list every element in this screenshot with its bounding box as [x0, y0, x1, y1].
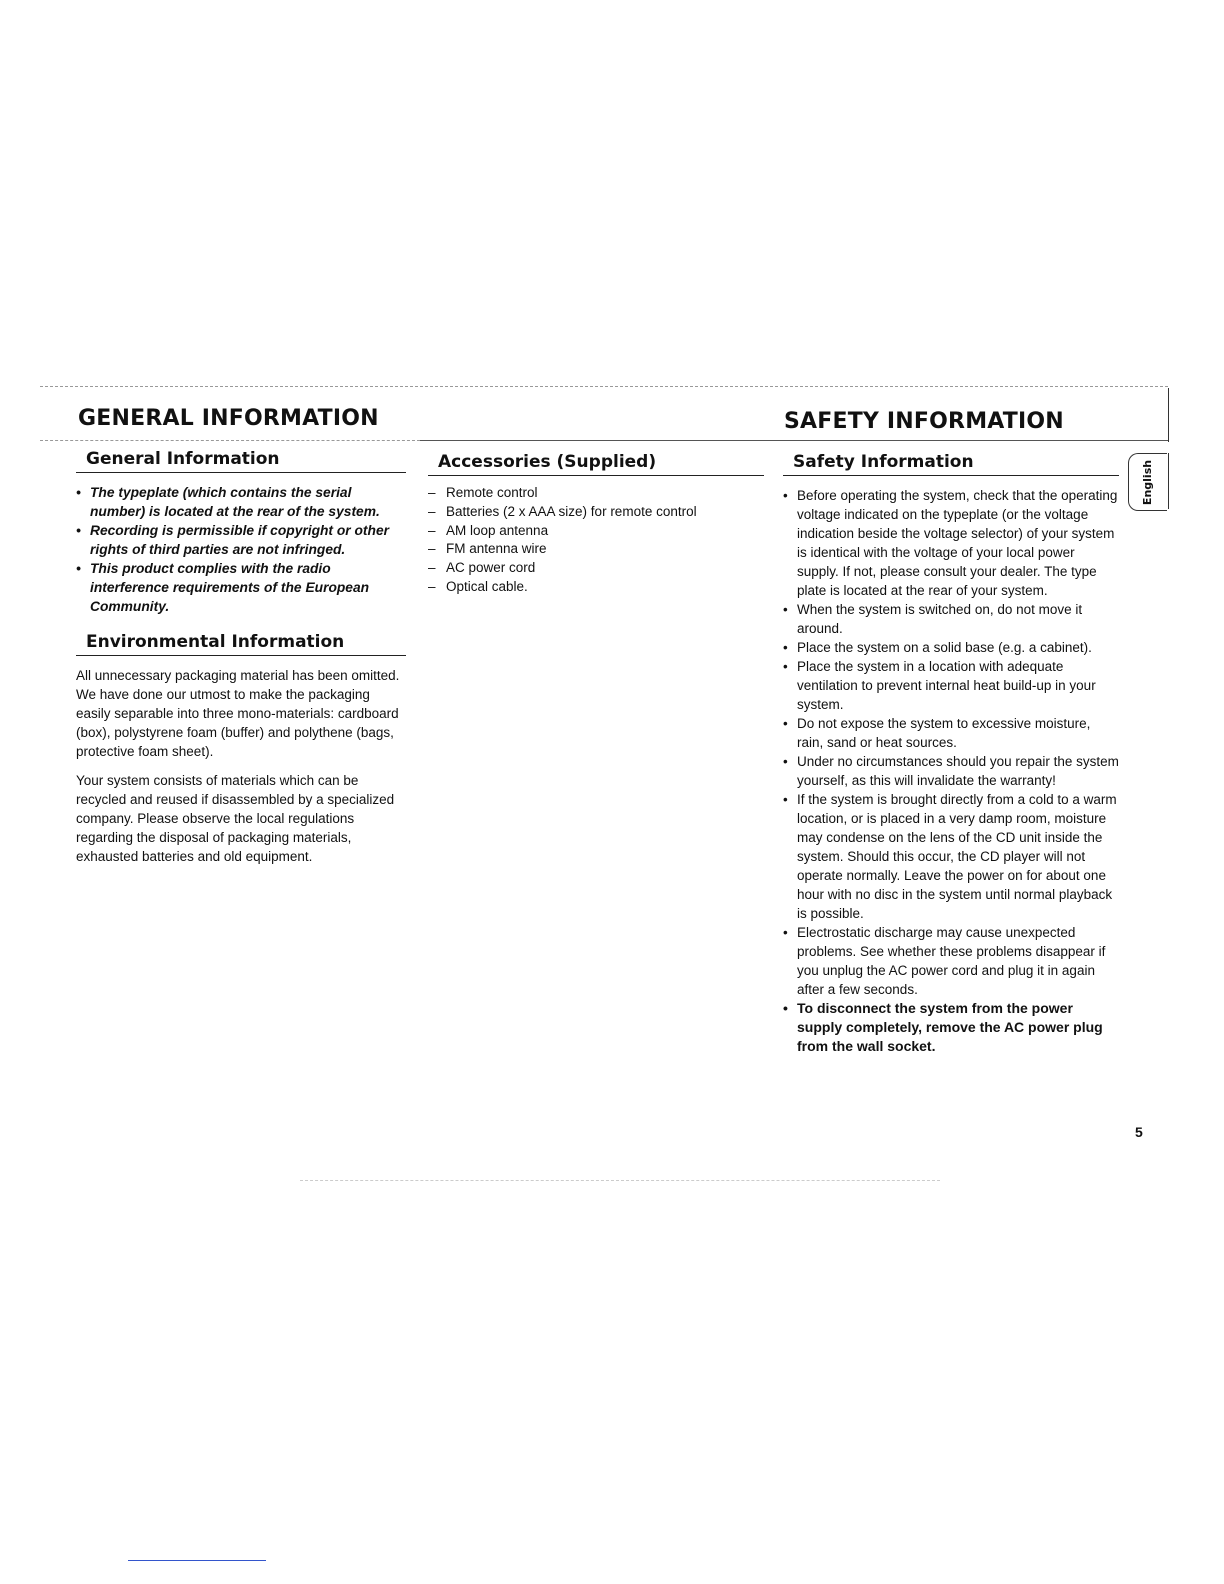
list-item: • This product complies with the radio interference requirements of the European Community.	[76, 559, 406, 616]
environmental-section	[76, 632, 406, 876]
list-item: • Do not expose the system to excessive moisture, rain, sand or heat sources.	[783, 714, 1119, 752]
list-item: – AC power cord	[428, 559, 764, 578]
environmental-heading: Environmental Information	[76, 632, 406, 656]
list-item: – FM antenna wire	[428, 540, 764, 559]
list-item: – Remote control	[428, 484, 764, 503]
footer-link-line	[128, 1560, 266, 1561]
list-item: • Before operating the system, check that the operating voltage indicated on the typeplate (or the voltage indication beside the voltage selector) of your system is identical with the voltage of your local power supply. If not, please consult your dealer. The type plate is located at the rear of your system.	[783, 486, 1119, 600]
list-item-emphasized: • To disconnect the system from the power supply completely, remove the AC power plug from the wall socket.	[783, 999, 1119, 1056]
title-underline-left	[40, 440, 420, 441]
list-item: – Batteries (2 x AAA size) for remote control	[428, 503, 764, 522]
list-item: • Recording is permissible if copyright or other rights of third parties are not infringed.	[76, 521, 406, 559]
general-information-title: GENERAL INFORMATION	[78, 406, 379, 431]
safety-information-title: SAFETY INFORMATION	[784, 409, 1064, 434]
bottom-scan-noise	[300, 1180, 940, 1181]
list-item: – AM loop antenna	[428, 522, 764, 541]
title-underline	[420, 440, 1168, 441]
safety-list	[783, 486, 1119, 1056]
language-tab-edge	[1168, 453, 1169, 509]
accessories-heading: Accessories (Supplied)	[428, 452, 764, 476]
right-edge-rule	[1168, 388, 1169, 442]
top-dashed-rule	[40, 386, 1168, 387]
general-info-section	[76, 449, 406, 616]
safety-heading: Safety Information	[783, 452, 1119, 476]
general-info-heading: General Information	[76, 449, 406, 473]
list-item: – Optical cable.	[428, 578, 764, 597]
accessories-list	[428, 484, 764, 597]
accessories-section	[428, 452, 764, 597]
list-item: • Place the system on a solid base (e.g. a cabinet).	[783, 638, 1119, 657]
safety-section	[783, 452, 1119, 1056]
language-tab-label: English	[1141, 459, 1155, 505]
environmental-paragraph-2: Your system consists of materials which can be recycled and reused if disassembled by a specialized company. Please observe the local regulations regarding the disposal of packaging materials, exhausted batteries and old equipment.	[76, 773, 395, 864]
list-item: • When the system is switched on, do not move it around.	[783, 600, 1119, 638]
list-item: • The typeplate (which contains the serial number) is located at the rear of the system.	[76, 483, 406, 521]
list-item: • Place the system in a location with adequate ventilation to prevent internal heat build-up in your system.	[783, 657, 1119, 714]
environmental-paragraph-1: All unnecessary packaging material has been omitted. We have done our utmost to make the packaging easily separable into three mono-materials: cardboard (box), polystyrene foam (buffer) and polythene (bags, protective foam sheet).	[76, 668, 400, 759]
page-number: 5	[1135, 1124, 1143, 1140]
list-item: • Electrostatic discharge may cause unexpected problems. See whether these problems disappear if you unplug the AC power cord and plug it in again after a few seconds.	[783, 923, 1119, 999]
list-item: • Under no circumstances should you repair the system yourself, as this will invalidate the warranty!	[783, 752, 1119, 790]
general-info-list	[76, 483, 406, 616]
language-tab	[1128, 453, 1167, 511]
list-item: • If the system is brought directly from a cold to a warm location, or is placed in a very damp room, moisture may condense on the lens of the CD unit inside the system. Should this occur, the CD player will not operate normally. Leave the power on for about one hour with no disc in the system until normal playback is possible.	[783, 790, 1119, 923]
